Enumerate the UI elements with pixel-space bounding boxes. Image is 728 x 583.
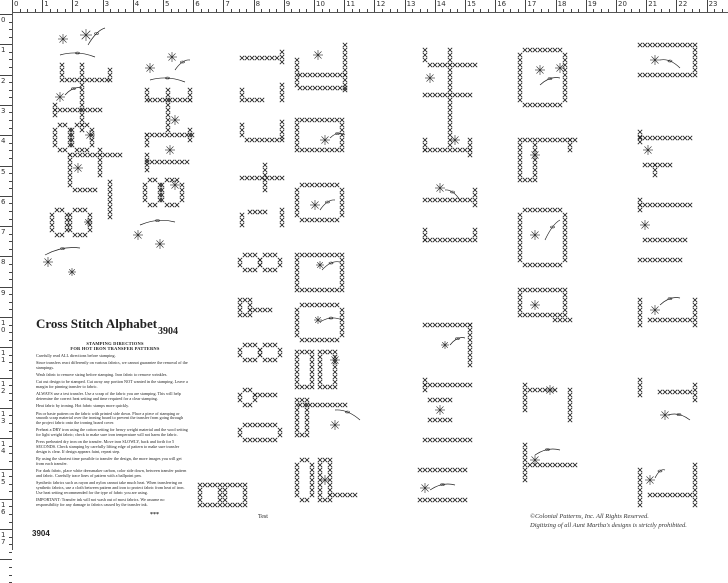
- ruler-label: 8: [1, 258, 6, 267]
- direction-paragraph: For dark fabric, place white dressmaker carbon, color side down, between transfer pattern and fabric. Carefully trace lines of pattern with a ballpoint pen.: [36, 468, 187, 478]
- direction-paragraph: Carefully read ALL directions before stamping.: [36, 353, 116, 358]
- direction-paragraph: By using the shortest time possible to transfer the design, the more images you will get from each transfer.: [36, 456, 182, 466]
- direction-paragraph: IMPORTANT: Transfer ink will not wash out of most fabrics. We assume no responsibility for any damage to fabrics caused by the transfer ink.: [36, 496, 165, 507]
- direction-paragraph: Synthetic fabrics such as rayon and nylon cannot take much heat. When transferring on synthetic fabrics, use a cloth between pattern and iron to protect fabric from heat of iron. Use heat setting recommended for the type of fabric you are using.: [36, 480, 185, 495]
- ruler-label: 5: [165, 0, 170, 8]
- copyright-line-1: ©Colonial Patterns, Inc. All Rights Reserved.: [530, 513, 649, 520]
- ruler-label: 11: [346, 0, 356, 8]
- ruler-label: 18: [557, 0, 567, 8]
- ruler-label: 17: [527, 0, 537, 8]
- ruler-label: 16: [497, 0, 507, 8]
- ruler-label: 1: [1, 46, 6, 55]
- test-label: Test: [258, 514, 268, 520]
- ruler-label: 7: [225, 0, 230, 8]
- ruler-label: 3: [1, 106, 6, 115]
- ruler-label: 5: [1, 167, 6, 176]
- ruler-label: 6: [1, 197, 6, 206]
- ruler-label: 10: [316, 0, 325, 8]
- stamping-directions: [36, 354, 188, 510]
- directions-heading: [40, 341, 190, 351]
- ruler-label: 1 5: [1, 470, 6, 486]
- ruler-label: 6: [195, 0, 200, 8]
- directions-heading-line-1: STAMPING DIRECTIONS: [86, 341, 144, 346]
- ruler-label: 1 7: [1, 531, 6, 547]
- ruler-label: 19: [587, 0, 597, 8]
- pattern-number: 3904: [158, 326, 178, 337]
- direction-paragraph: Pin or baste pattern on the fabric with printed side down. Place a piece of stamping or smooth scrap material over the ironing board to prevent the transfer from going through the project fabric onto the ironing board cover.: [36, 410, 184, 426]
- footer-pattern-number: 3904: [32, 529, 50, 538]
- ruler-label: 1: [44, 0, 49, 8]
- ruler-label: 21: [648, 0, 658, 8]
- ruler-tick: [9, 575, 12, 576]
- ruler-label: 20: [618, 0, 627, 8]
- ruler-label: 22: [678, 0, 688, 8]
- directions-heading-line-2: FOR HOT IRON TRANSFER PATTERNS: [70, 346, 160, 351]
- ruler-tick: [0, 559, 12, 560]
- ruler-label: 13: [406, 0, 416, 8]
- ruler-label: 1 6: [1, 500, 6, 516]
- ruler-label: 1 1: [1, 349, 6, 365]
- ruler-label: 1 0: [1, 319, 6, 334]
- ruler-label: 15: [467, 0, 476, 8]
- ruler-label: 4: [134, 0, 140, 8]
- direction-paragraph: ALWAYS use a test transfer. Use a scrap of the fabric you are stamping. This will help determine the correct heat setting and time required for a clear stamping.: [36, 391, 181, 402]
- ruler-label: 3: [104, 0, 110, 8]
- ruler-tick: [9, 567, 12, 568]
- direction-paragraph: Cut out design to be stamped. Cut away any portion NOT wanted in the stamping. Leave a margin for pinning transfer to fabric.: [36, 379, 188, 390]
- copyright-notice: [530, 512, 687, 530]
- ruler-label: 2: [1, 76, 6, 85]
- pattern-title: Cross Stitch Alphabet: [36, 316, 158, 331]
- ruler-label: 2: [74, 0, 79, 8]
- ruler-label: 1 4: [1, 440, 6, 456]
- ruler-label: 12: [376, 0, 386, 8]
- ruler-label: 8: [255, 0, 261, 8]
- direction-paragraph: Preheat a DRY iron using the cotton setting for heavy weight material and the wool setting for light weight fabric; check to make sure iron temperature will not harm the fabric.: [36, 427, 188, 438]
- ruler-label: 9: [285, 0, 291, 8]
- direction-paragraph: Wash fabric to remove sizing before stamping. Iron fabric to remove wrinkles.: [36, 372, 168, 378]
- direction-paragraph: Press preheated dry iron on the transfer. Move iron SLOWLY, back and forth for 5 SECONDS. Check stamping by carefully lifting edge of pattern to make sure transfer design is clear. If design appears faint, repeat step.: [36, 439, 180, 454]
- ruler-label: 0: [1, 16, 6, 24]
- ruler-label: 1 3: [1, 409, 6, 425]
- ruler-label: 7: [1, 228, 6, 237]
- ruler-label: 9: [1, 288, 6, 297]
- ruler-label: 4: [1, 137, 6, 146]
- direction-paragraph: Since transfers react differently on various fabrics, we cannot guarantee the removal of the stampings.: [36, 360, 188, 370]
- ruler-label: 1 2: [1, 379, 6, 395]
- end-stars: ***: [150, 512, 159, 518]
- ruler-label: 0: [14, 0, 19, 8]
- ruler-label: 14: [436, 0, 446, 8]
- direction-paragraph: Heat fabric by ironing. Hot fabric stamps more quickly.: [36, 403, 129, 409]
- ruler-label: 23: [708, 0, 718, 8]
- copyright-line-2: Digitizing of all Aunt Martha's designs is strictly prohibited.: [530, 522, 687, 529]
- ruler-tick: [9, 552, 12, 553]
